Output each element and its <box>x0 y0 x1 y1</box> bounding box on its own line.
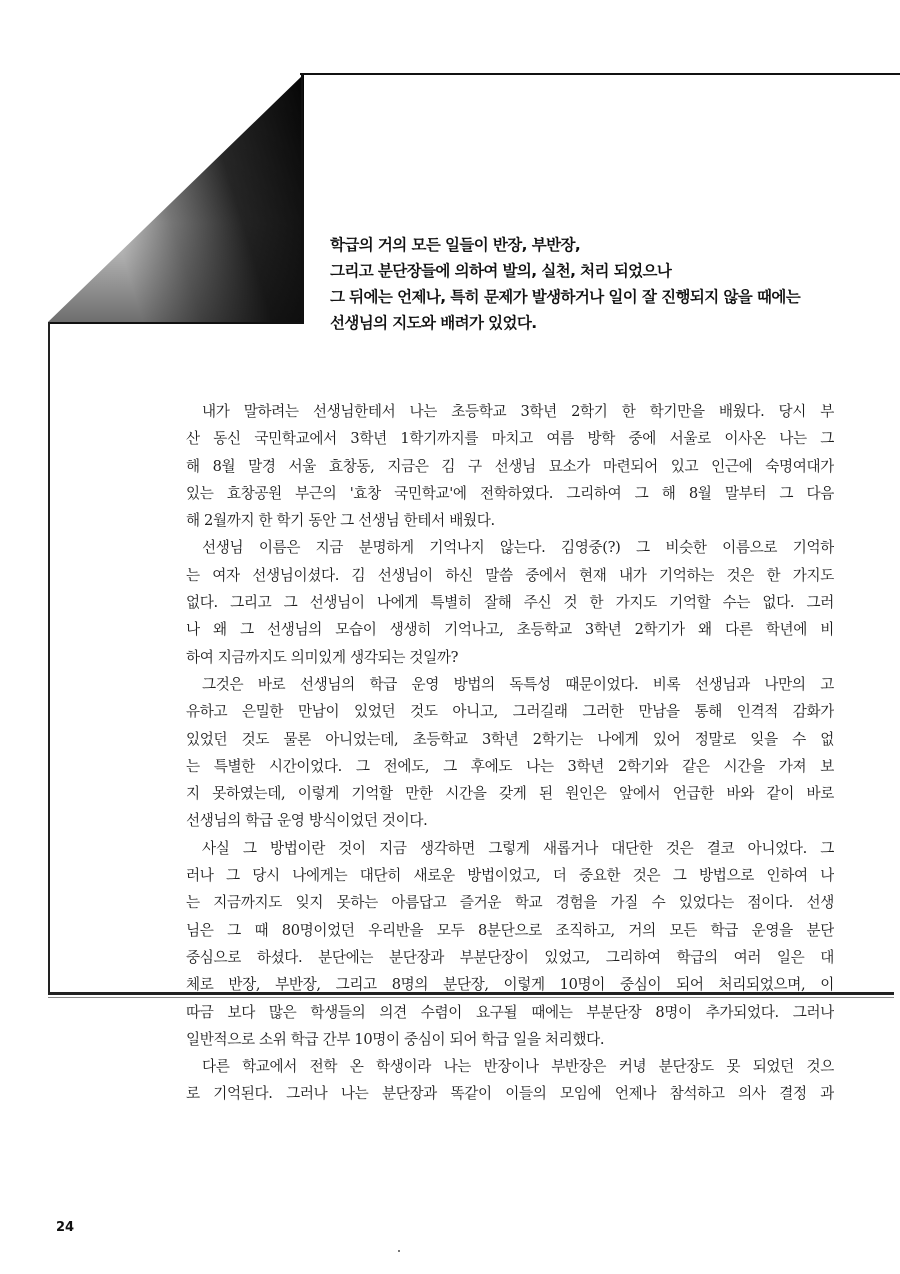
pull-quote-line: 선생님의 지도와 배려가 있었다. <box>330 314 537 332</box>
body-line: 로 기억된다. 그러나 나는 분단장과 똑같이 이들의 모임에 언제나 참석하고 의사 결정 과 <box>186 1085 834 1103</box>
scan-dot <box>398 1250 400 1252</box>
body-line: 따금 보다 많은 학생들의 의견 수렴이 요구될 때에는 부분단장 8명이 추가되었다. 그러나 <box>186 1003 834 1021</box>
body-line: 중심으로 하셨다. 분단에는 분단장과 부분단장이 있었고, 그리하여 학급의 여러 일은 대 <box>186 948 834 966</box>
body-line: 는 특별한 시간이었다. 그 전에도, 그 후에도 나는 3학년 2학기와 같은 시간을 가져 보 <box>186 757 834 775</box>
top-border-line <box>300 73 900 75</box>
body-line: 유하고 은밀한 만남이 있었던 것도 아니고, 그러길래 그러한 만남을 통해 인격적 감화가 <box>186 703 834 721</box>
body-line: 산 동신 국민학교에서 3학년 1학기까지를 마치고 여름 방학 중에 서울로 이사온 나는 그 <box>186 430 834 448</box>
corner-gradient-triangle <box>48 72 304 326</box>
pull-quote-line: 학급의 거의 모든 일들이 반장, 부반장, <box>330 236 581 254</box>
page-number: 24 <box>56 1220 75 1235</box>
article-body <box>186 398 834 1108</box>
left-border-line <box>48 322 50 994</box>
body-line: 님은 그 때 80명이었던 우리반을 모두 8분단으로 조직하고, 거의 모든 학급 운영을 분단 <box>186 921 834 939</box>
body-line: 체로 반장, 부반장, 그리고 8명의 분단장, 이렇게 10명이 중심이 되어 처리되었으며, 이 <box>186 976 834 994</box>
body-line: 내가 말하려는 선생님한테서 나는 초등학교 3학년 2학기 한 학기만을 배웠다. 당시 부 <box>202 403 834 420</box>
pull-quote-line: 그리고 분단장들에 의하여 발의, 실천, 처리 되었으나 <box>330 262 672 280</box>
pull-quote-line: 그 뒤에는 언제나, 특히 문제가 발생하거나 일이 잘 진행되지 않을 때에는 <box>330 288 801 306</box>
body-line: 있는 효창공원 부근의 '효창 국민학교'에 전학하였다. 그리하여 그 해 8월 말부터 그 다음 <box>186 484 834 502</box>
body-line: 있었던 것도 물론 아니었는데, 초등학교 3학년 2학기는 나에게 있어 정말로 잊을 수 없 <box>186 730 834 748</box>
body-line: 사실 그 방법이란 것이 지금 생각하면 그렇게 새롭거나 대단한 것은 결코 아니었다. 그 <box>202 839 834 857</box>
body-line: 해 8월 말경 서울 효창동, 지금은 김 구 선생님 묘소가 마련되어 있고 인근에 숙명여대가 <box>186 457 834 475</box>
body-line: 지 못하였는데, 이렇게 기억할 만한 시간을 갖게 된 원인은 앞에서 언급한 바와 같이 바로 <box>186 785 834 803</box>
body-line: 없다. 그리고 그 선생님이 나에게 특별히 잘해 주신 것 한 가지도 기억할 수는 없다. 그러 <box>186 594 834 612</box>
body-line: 해 2월까지 한 학기 동안 그 선생님 한테서 배웠다. <box>186 512 495 530</box>
body-line: 나 왜 그 선생님의 모습이 생생히 기억나고, 초등학교 3학년 2학기가 왜 다른 학년에 비 <box>186 621 834 639</box>
body-line: 하여 지금까지도 의미있게 생각되는 것일까? <box>186 648 459 666</box>
body-line: 일반적으로 소위 학급 간부 10명이 중심이 되어 학급 일을 처리했다. <box>186 1030 605 1048</box>
body-line: 는 여자 선생님이셨다. 김 선생님이 하신 말씀 중에서 현재 내가 기억하는 것은 한 가지도 <box>186 566 834 584</box>
body-line: 러나 그 당시 나에게는 대단히 새로운 방법이었고, 더 중요한 것은 그 방법으로 인하여 나 <box>186 867 834 885</box>
body-line: 선생님 이름은 지금 분명하게 기억나지 않는다. 김영중(?) 그 비슷한 이름으로 기억하 <box>202 539 834 557</box>
pull-quote <box>330 232 870 336</box>
body-line: 다른 학교에서 전학 온 학생이라 나는 반장이나 부반장은 커녕 분단장도 못 되었던 것으 <box>202 1058 834 1076</box>
body-line: 선생님의 학급 운영 방식이었던 것이다. <box>186 812 428 830</box>
body-line: 는 지금까지도 잊지 못하는 아름답고 즐거운 학교 경험을 가질 수 있었다는 점이다. 선생 <box>186 894 834 912</box>
body-line: 그것은 바로 선생님의 학급 운영 방법의 독특성 때문이었다. 비록 선생님과 나만의 고 <box>202 675 834 693</box>
